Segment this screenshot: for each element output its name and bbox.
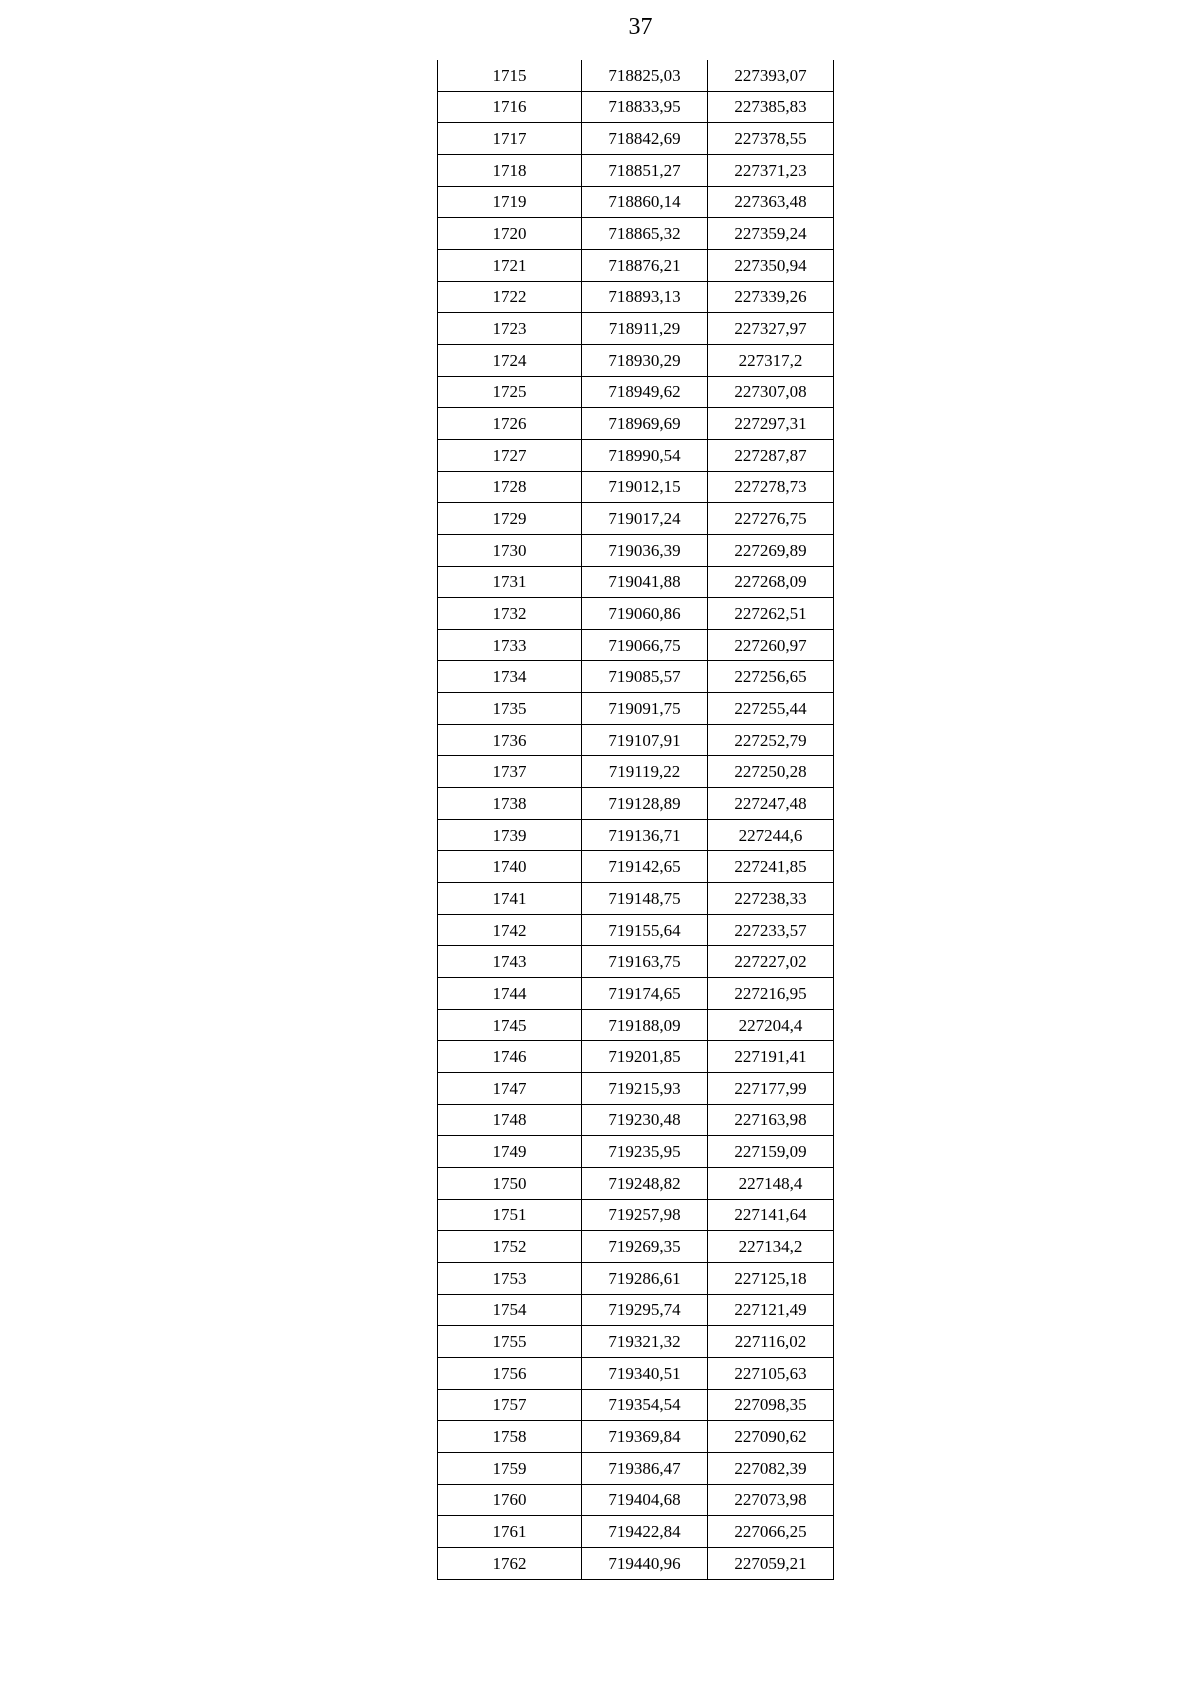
point-number-cell: 1737	[438, 756, 582, 788]
x-coordinate-cell: 719386,47	[582, 1452, 708, 1484]
y-coordinate-cell: 227385,83	[708, 91, 834, 123]
point-number-cell: 1723	[438, 313, 582, 345]
x-coordinate-cell: 719041,88	[582, 566, 708, 598]
point-number-cell: 1741	[438, 883, 582, 915]
coordinates-table-body	[438, 60, 834, 1579]
x-coordinate-cell: 719091,75	[582, 693, 708, 725]
table-row	[438, 408, 834, 440]
table-row	[438, 1516, 834, 1548]
x-coordinate-cell: 718842,69	[582, 123, 708, 155]
y-coordinate-cell: 227238,33	[708, 883, 834, 915]
point-number-cell: 1719	[438, 186, 582, 218]
table-row	[438, 566, 834, 598]
x-coordinate-cell: 719286,61	[582, 1262, 708, 1294]
table-row	[438, 1421, 834, 1453]
x-coordinate-cell: 718876,21	[582, 249, 708, 281]
point-number-cell: 1761	[438, 1516, 582, 1548]
y-coordinate-cell: 227252,79	[708, 724, 834, 756]
point-number-cell: 1739	[438, 819, 582, 851]
point-number-cell: 1753	[438, 1262, 582, 1294]
table-row	[438, 218, 834, 250]
point-number-cell: 1750	[438, 1167, 582, 1199]
x-coordinate-cell: 719188,09	[582, 1009, 708, 1041]
table-row	[438, 1073, 834, 1105]
x-coordinate-cell: 719321,32	[582, 1326, 708, 1358]
point-number-cell: 1729	[438, 503, 582, 535]
x-coordinate-cell: 719136,71	[582, 819, 708, 851]
x-coordinate-cell: 719085,57	[582, 661, 708, 693]
table-row	[438, 1357, 834, 1389]
y-coordinate-cell: 227116,02	[708, 1326, 834, 1358]
point-number-cell: 1740	[438, 851, 582, 883]
x-coordinate-cell: 718911,29	[582, 313, 708, 345]
point-number-cell: 1722	[438, 281, 582, 313]
point-number-cell: 1738	[438, 788, 582, 820]
x-coordinate-cell: 718860,14	[582, 186, 708, 218]
y-coordinate-cell: 227359,24	[708, 218, 834, 250]
y-coordinate-cell: 227297,31	[708, 408, 834, 440]
y-coordinate-cell: 227227,02	[708, 946, 834, 978]
point-number-cell: 1725	[438, 376, 582, 408]
table-row	[438, 1262, 834, 1294]
x-coordinate-cell: 719215,93	[582, 1073, 708, 1105]
x-coordinate-cell: 719440,96	[582, 1547, 708, 1579]
y-coordinate-cell: 227378,55	[708, 123, 834, 155]
table-row	[438, 60, 834, 91]
x-coordinate-cell: 719060,86	[582, 598, 708, 630]
table-row	[438, 344, 834, 376]
table-row	[438, 724, 834, 756]
table-row	[438, 123, 834, 155]
point-number-cell: 1716	[438, 91, 582, 123]
point-number-cell: 1747	[438, 1073, 582, 1105]
x-coordinate-cell: 719148,75	[582, 883, 708, 915]
table-row	[438, 819, 834, 851]
table-row	[438, 154, 834, 186]
x-coordinate-cell: 719295,74	[582, 1294, 708, 1326]
x-coordinate-cell: 719119,22	[582, 756, 708, 788]
y-coordinate-cell: 227134,2	[708, 1231, 834, 1263]
table-row	[438, 186, 834, 218]
point-number-cell: 1757	[438, 1389, 582, 1421]
point-number-cell: 1756	[438, 1357, 582, 1389]
y-coordinate-cell: 227256,65	[708, 661, 834, 693]
x-coordinate-cell: 719404,68	[582, 1484, 708, 1516]
x-coordinate-cell: 719230,48	[582, 1104, 708, 1136]
x-coordinate-cell: 718969,69	[582, 408, 708, 440]
table-row	[438, 1484, 834, 1516]
y-coordinate-cell: 227371,23	[708, 154, 834, 186]
table-row	[438, 1326, 834, 1358]
table-row	[438, 1041, 834, 1073]
x-coordinate-cell: 719340,51	[582, 1357, 708, 1389]
x-coordinate-cell: 719163,75	[582, 946, 708, 978]
y-coordinate-cell: 227276,75	[708, 503, 834, 535]
y-coordinate-cell: 227233,57	[708, 914, 834, 946]
point-number-cell: 1736	[438, 724, 582, 756]
table-row	[438, 1231, 834, 1263]
table-row	[438, 1389, 834, 1421]
x-coordinate-cell: 719174,65	[582, 978, 708, 1010]
y-coordinate-cell: 227059,21	[708, 1547, 834, 1579]
x-coordinate-cell: 719155,64	[582, 914, 708, 946]
x-coordinate-cell: 719128,89	[582, 788, 708, 820]
point-number-cell: 1752	[438, 1231, 582, 1263]
point-number-cell: 1727	[438, 439, 582, 471]
y-coordinate-cell: 227317,2	[708, 344, 834, 376]
point-number-cell: 1720	[438, 218, 582, 250]
x-coordinate-cell: 718930,29	[582, 344, 708, 376]
table-row	[438, 91, 834, 123]
table-row	[438, 883, 834, 915]
table-row	[438, 1452, 834, 1484]
y-coordinate-cell: 227066,25	[708, 1516, 834, 1548]
table-row	[438, 534, 834, 566]
point-number-cell: 1731	[438, 566, 582, 598]
x-coordinate-cell: 719248,82	[582, 1167, 708, 1199]
y-coordinate-cell: 227098,35	[708, 1389, 834, 1421]
point-number-cell: 1734	[438, 661, 582, 693]
table-row	[438, 1547, 834, 1579]
y-coordinate-cell: 227073,98	[708, 1484, 834, 1516]
point-number-cell: 1758	[438, 1421, 582, 1453]
y-coordinate-cell: 227268,09	[708, 566, 834, 598]
y-coordinate-cell: 227105,63	[708, 1357, 834, 1389]
x-coordinate-cell: 719017,24	[582, 503, 708, 535]
point-number-cell: 1745	[438, 1009, 582, 1041]
table-row	[438, 629, 834, 661]
y-coordinate-cell: 227278,73	[708, 471, 834, 503]
y-coordinate-cell: 227082,39	[708, 1452, 834, 1484]
point-number-cell: 1718	[438, 154, 582, 186]
point-number-cell: 1742	[438, 914, 582, 946]
table-row	[438, 1136, 834, 1168]
x-coordinate-cell: 719201,85	[582, 1041, 708, 1073]
x-coordinate-cell: 719107,91	[582, 724, 708, 756]
y-coordinate-cell: 227090,62	[708, 1421, 834, 1453]
table-row	[438, 693, 834, 725]
point-number-cell: 1726	[438, 408, 582, 440]
point-number-cell: 1746	[438, 1041, 582, 1073]
point-number-cell: 1748	[438, 1104, 582, 1136]
y-coordinate-cell: 227269,89	[708, 534, 834, 566]
x-coordinate-cell: 718990,54	[582, 439, 708, 471]
point-number-cell: 1721	[438, 249, 582, 281]
point-number-cell: 1744	[438, 978, 582, 1010]
x-coordinate-cell: 718825,03	[582, 60, 708, 91]
point-number-cell: 1754	[438, 1294, 582, 1326]
y-coordinate-cell: 227121,49	[708, 1294, 834, 1326]
point-number-cell: 1759	[438, 1452, 582, 1484]
x-coordinate-cell: 718865,32	[582, 218, 708, 250]
point-number-cell: 1749	[438, 1136, 582, 1168]
y-coordinate-cell: 227363,48	[708, 186, 834, 218]
table-row	[438, 1167, 834, 1199]
y-coordinate-cell: 227191,41	[708, 1041, 834, 1073]
y-coordinate-cell: 227216,95	[708, 978, 834, 1010]
table-row	[438, 503, 834, 535]
x-coordinate-cell: 719142,65	[582, 851, 708, 883]
page-number: 37	[628, 14, 653, 40]
table-row	[438, 788, 834, 820]
point-number-cell: 1724	[438, 344, 582, 376]
x-coordinate-cell: 718893,13	[582, 281, 708, 313]
y-coordinate-cell: 227255,44	[708, 693, 834, 725]
point-number-cell: 1728	[438, 471, 582, 503]
table-row	[438, 313, 834, 345]
table-row	[438, 439, 834, 471]
point-number-cell: 1735	[438, 693, 582, 725]
y-coordinate-cell: 227287,87	[708, 439, 834, 471]
point-number-cell: 1743	[438, 946, 582, 978]
y-coordinate-cell: 227159,09	[708, 1136, 834, 1168]
y-coordinate-cell: 227177,99	[708, 1073, 834, 1105]
table-row	[438, 1104, 834, 1136]
table-row	[438, 249, 834, 281]
y-coordinate-cell: 227247,48	[708, 788, 834, 820]
y-coordinate-cell: 227393,07	[708, 60, 834, 91]
point-number-cell: 1762	[438, 1547, 582, 1579]
table-row	[438, 1009, 834, 1041]
point-number-cell: 1733	[438, 629, 582, 661]
x-coordinate-cell: 719369,84	[582, 1421, 708, 1453]
y-coordinate-cell: 227262,51	[708, 598, 834, 630]
table-row	[438, 598, 834, 630]
point-number-cell: 1732	[438, 598, 582, 630]
point-number-cell: 1760	[438, 1484, 582, 1516]
point-number-cell: 1717	[438, 123, 582, 155]
table-row	[438, 1199, 834, 1231]
table-row	[438, 376, 834, 408]
table-row	[438, 471, 834, 503]
y-coordinate-cell: 227339,26	[708, 281, 834, 313]
y-coordinate-cell: 227141,64	[708, 1199, 834, 1231]
y-coordinate-cell: 227241,85	[708, 851, 834, 883]
x-coordinate-cell: 719235,95	[582, 1136, 708, 1168]
x-coordinate-cell: 718851,27	[582, 154, 708, 186]
y-coordinate-cell: 227327,97	[708, 313, 834, 345]
y-coordinate-cell: 227125,18	[708, 1262, 834, 1294]
y-coordinate-cell: 227350,94	[708, 249, 834, 281]
x-coordinate-cell: 719269,35	[582, 1231, 708, 1263]
table-row	[438, 661, 834, 693]
x-coordinate-cell: 719012,15	[582, 471, 708, 503]
table-row	[438, 851, 834, 883]
point-number-cell: 1755	[438, 1326, 582, 1358]
x-coordinate-cell: 718949,62	[582, 376, 708, 408]
y-coordinate-cell: 227163,98	[708, 1104, 834, 1136]
table-row	[438, 756, 834, 788]
y-coordinate-cell: 227204,4	[708, 1009, 834, 1041]
x-coordinate-cell: 719036,39	[582, 534, 708, 566]
y-coordinate-cell: 227250,28	[708, 756, 834, 788]
y-coordinate-cell: 227244,6	[708, 819, 834, 851]
table-row	[438, 1294, 834, 1326]
point-number-cell: 1715	[438, 60, 582, 91]
y-coordinate-cell: 227148,4	[708, 1167, 834, 1199]
point-number-cell: 1730	[438, 534, 582, 566]
table-row	[438, 946, 834, 978]
y-coordinate-cell: 227260,97	[708, 629, 834, 661]
x-coordinate-cell: 719066,75	[582, 629, 708, 661]
coordinates-table	[437, 60, 834, 1580]
table-row	[438, 978, 834, 1010]
x-coordinate-cell: 719257,98	[582, 1199, 708, 1231]
x-coordinate-cell: 718833,95	[582, 91, 708, 123]
y-coordinate-cell: 227307,08	[708, 376, 834, 408]
point-number-cell: 1751	[438, 1199, 582, 1231]
table-row	[438, 914, 834, 946]
table-row	[438, 281, 834, 313]
x-coordinate-cell: 719354,54	[582, 1389, 708, 1421]
x-coordinate-cell: 719422,84	[582, 1516, 708, 1548]
